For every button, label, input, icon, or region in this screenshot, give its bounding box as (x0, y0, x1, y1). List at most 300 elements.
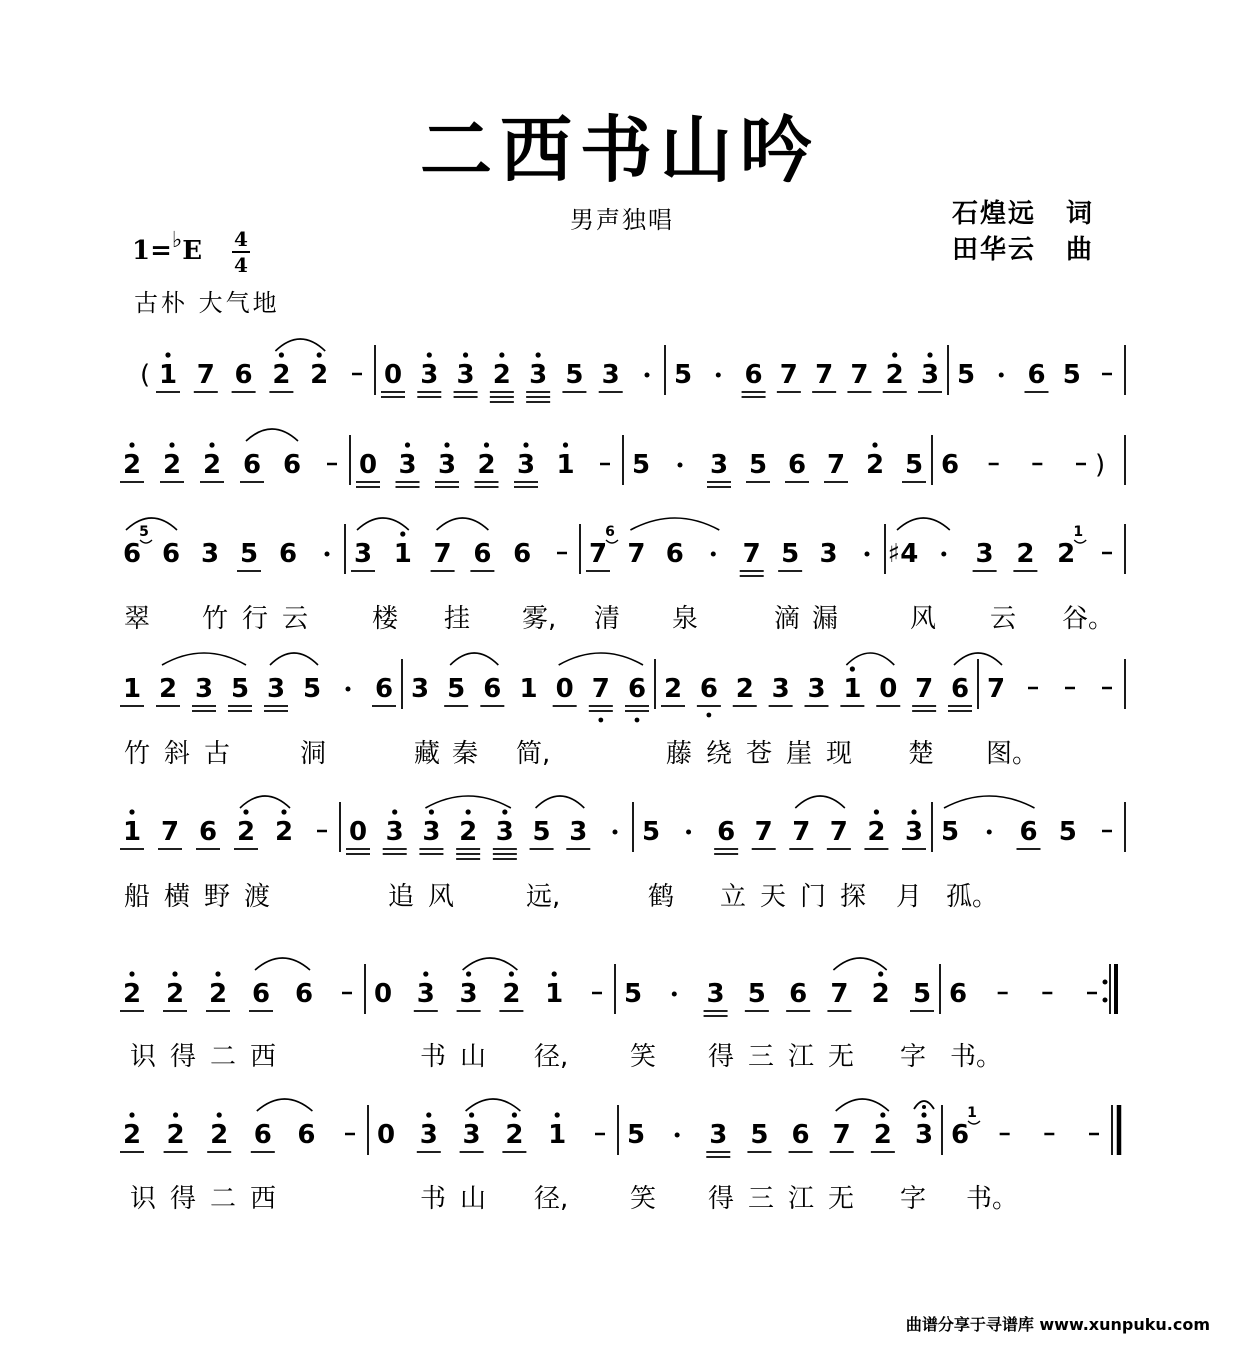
note-6: 6 (234, 360, 253, 390)
slur-arc (246, 429, 298, 441)
lyric-syllable: 翠 (124, 604, 151, 634)
note-5: 5 (956, 360, 976, 390)
open-paren: ( (140, 360, 151, 390)
note-7: 7 (815, 360, 834, 390)
lyric-syllable: 追 (388, 882, 415, 912)
lyric-syllable: 门 (800, 882, 827, 912)
lyric-syllable: 西 (250, 1042, 277, 1072)
note-6: 6 (699, 674, 718, 704)
high-octave-dot (173, 1112, 178, 1117)
lyric-syllable: 得 (708, 1184, 735, 1214)
grace-note: 5 (139, 524, 149, 540)
lyric-syllable: 藤 (666, 739, 693, 769)
time-sig-bottom: 4 (234, 253, 248, 277)
note-2: 2 (202, 450, 222, 480)
repeat-dot (1103, 980, 1108, 985)
slur-arc (846, 653, 894, 665)
note-2: 2 (158, 674, 178, 704)
high-octave-dot (129, 1112, 134, 1117)
note-3: 3 (807, 674, 826, 704)
page-title: 二西书山吟 (419, 108, 820, 192)
lyric-syllable: 孤。 (946, 882, 999, 912)
note-3: 3 (194, 674, 214, 704)
slur-arc (897, 518, 950, 530)
high-octave-dot (911, 809, 916, 814)
note-5: 5 (904, 450, 924, 480)
high-octave-dot (215, 971, 220, 976)
high-octave-dot (129, 971, 134, 976)
note-2: 2 (208, 979, 228, 1009)
note-2: 2 (663, 674, 683, 704)
lyric-syllable: 横 (164, 882, 191, 912)
note-3: 3 (709, 1120, 728, 1150)
lyric-syllable: 云 (282, 604, 309, 634)
high-octave-dot (523, 442, 528, 447)
augmentation-dot (346, 687, 351, 692)
note-7: 7 (754, 817, 773, 847)
note-5: 5 (623, 979, 643, 1009)
note-6: 6 (294, 979, 314, 1009)
lyricist-name: 石煌远 (952, 199, 1037, 229)
high-octave-dot (563, 442, 568, 447)
high-octave-dot (466, 809, 471, 814)
lyric-syllable: 云 (990, 604, 1017, 634)
note-7: 7 (627, 539, 646, 569)
note-3: 3 (459, 979, 478, 1009)
note-5: 5 (565, 360, 584, 390)
repeat-dot (1103, 998, 1108, 1003)
note-7: 7 (915, 674, 934, 704)
footer-credit: 曲谱分享于寻谱库 www.xunpuku.com (905, 1315, 1210, 1334)
tempo-marking: 古朴 大气地 (134, 289, 280, 317)
lyric-syllable: 笑 (630, 1184, 657, 1214)
note-3: 3 (462, 1120, 481, 1150)
grace-note: 1 (1073, 524, 1084, 540)
high-octave-dot (243, 809, 248, 814)
note-2: 2 (867, 817, 886, 847)
high-octave-dot (423, 971, 428, 976)
composer-name: 田华云 (952, 235, 1037, 265)
note-6: 6 (950, 1120, 970, 1150)
note-7: 7 (591, 674, 610, 704)
lyric-syllable: 书。 (966, 1184, 1019, 1214)
grace-slur (140, 540, 152, 543)
note-7: 7 (830, 979, 849, 1009)
lyric-syllable: 三 (748, 1184, 775, 1214)
slur-arc (240, 796, 290, 808)
note-3: 3 (416, 979, 435, 1009)
note-2: 2 (165, 979, 185, 1009)
high-octave-dot (878, 971, 883, 976)
high-octave-dot (509, 971, 514, 976)
high-octave-dot (921, 1112, 926, 1117)
high-octave-dot (129, 809, 134, 814)
note-7: 7 (832, 1120, 851, 1150)
note-6: 6 (242, 450, 262, 480)
note-5: 5 (532, 817, 551, 847)
high-octave-dot (536, 352, 541, 357)
augmentation-dot (645, 373, 650, 378)
note-6: 6 (665, 539, 684, 569)
note-2: 2 (236, 817, 256, 847)
note-3: 3 (420, 360, 439, 390)
grace-slur (606, 540, 618, 543)
note-2: 2 (1057, 539, 1076, 569)
augmentation-dot (865, 552, 870, 557)
note-5: 5 (748, 450, 768, 480)
augmentation-dot (711, 552, 716, 557)
slur-arc (463, 958, 518, 970)
augmentation-dot (716, 373, 721, 378)
low-octave-dot (598, 718, 603, 723)
lyric-syllable: 船 (124, 882, 151, 912)
lyric-syllable: 探 (840, 882, 867, 912)
note-2: 2 (274, 817, 294, 847)
note-3: 3 (200, 539, 220, 569)
note-6: 6 (787, 450, 807, 480)
key-note: E (182, 236, 203, 266)
note-6: 6 (940, 450, 960, 480)
note-3: 3 (569, 817, 588, 847)
lyric-syllable: 洞 (300, 739, 327, 769)
grace-slur (1074, 540, 1086, 543)
note-3: 3 (266, 674, 286, 704)
note-5: 5 (641, 817, 661, 847)
lyric-syllable: 渡 (244, 882, 271, 912)
high-octave-dot (209, 442, 214, 447)
lyric-syllable: 简, (516, 739, 551, 769)
note-5: 5 (302, 674, 322, 704)
lyric-syllable: 无 (828, 1184, 855, 1214)
lyric-syllable: 行 (242, 604, 269, 634)
lyric-syllable: 斜 (164, 739, 191, 769)
note-7: 7 (986, 674, 1006, 704)
lyric-syllable: 苍 (746, 739, 773, 769)
lyric-syllable: 立 (720, 882, 747, 912)
slur-arc (162, 653, 246, 665)
note-0: 0 (555, 674, 574, 704)
lyric-syllable: 鹤 (648, 882, 675, 912)
lyric-syllable: 绕 (706, 739, 733, 769)
high-octave-dot (502, 809, 507, 814)
note-3: 3 (353, 539, 373, 569)
high-octave-dot (427, 352, 432, 357)
note-3: 3 (398, 450, 417, 480)
note-0: 0 (358, 450, 378, 480)
high-octave-dot (429, 809, 434, 814)
note-3: 3 (422, 817, 441, 847)
high-octave-dot (463, 352, 468, 357)
high-octave-dot (927, 352, 932, 357)
high-octave-dot (279, 352, 284, 357)
note-2: 2 (873, 1120, 892, 1150)
note-1: 1 (556, 450, 575, 480)
note-3: 3 (410, 674, 430, 704)
augmentation-dot (686, 830, 691, 835)
note-2: 2 (272, 360, 291, 390)
lyric-syllable: 现 (826, 739, 853, 769)
note-2: 2 (162, 450, 182, 480)
note-6: 6 (791, 1120, 810, 1150)
note-5: 5 (1062, 360, 1081, 390)
lyric-syllable: 雾, (522, 604, 557, 634)
note-6: 6 (1027, 360, 1046, 390)
note-5: 5 (447, 674, 466, 704)
note-3: 3 (819, 539, 838, 569)
note-6: 6 (198, 817, 218, 847)
note-7: 7 (792, 817, 811, 847)
note-3: 3 (419, 1120, 438, 1150)
lyric-syllable: 竹 (124, 739, 151, 769)
lyric-syllable: 清 (594, 604, 621, 634)
slur-arc (275, 339, 325, 351)
lyric-syllable: 二 (210, 1042, 237, 1072)
lyric-syllable: 远, (526, 882, 561, 912)
note-2: 2 (502, 979, 521, 1009)
slur-arc (836, 1099, 889, 1111)
note-2: 2 (122, 450, 142, 480)
note-3: 3 (904, 817, 924, 847)
lyric-syllable: 楼 (372, 604, 399, 634)
note-2: 2 (210, 1120, 229, 1150)
lyric-syllable: 三 (748, 1042, 775, 1072)
grace-note: 6 (605, 524, 615, 540)
note-5: 5 (781, 539, 800, 569)
slur-arc (466, 1099, 521, 1111)
note-6: 6 (297, 1120, 316, 1150)
note-3: 3 (385, 817, 404, 847)
note-5: 5 (940, 817, 960, 847)
note-0: 0 (348, 817, 368, 847)
lyric-syllable: 谷。 (1062, 604, 1115, 634)
note-2: 2 (122, 979, 142, 1009)
note-6: 6 (789, 979, 808, 1009)
note-3: 3 (771, 674, 790, 704)
note-2: 2 (1016, 539, 1035, 569)
lyric-syllable: 径, (534, 1042, 569, 1072)
high-octave-dot (169, 442, 174, 447)
note-3: 3 (437, 450, 457, 480)
note-6: 6 (1019, 817, 1038, 847)
note-0: 0 (373, 979, 393, 1009)
augmentation-dot (999, 373, 1004, 378)
lyric-syllable: 图。 (986, 739, 1039, 769)
augmentation-dot (613, 830, 618, 835)
lyric-syllable: 书 (420, 1184, 447, 1214)
note-2: 2 (310, 360, 329, 390)
augmentation-dot (675, 1133, 680, 1138)
note-6: 6 (950, 674, 970, 704)
lyric-syllable: 得 (170, 1184, 197, 1214)
note-2: 2 (885, 360, 904, 390)
note-7: 7 (433, 539, 452, 569)
note-2: 2 (735, 674, 754, 704)
note-5: 5 (1058, 817, 1077, 847)
augmentation-dot (987, 830, 992, 835)
slur-arc (450, 653, 498, 665)
lyric-syllable: 字 (900, 1042, 927, 1072)
slur-arc (630, 518, 719, 530)
lyric-syllable: 笑 (630, 1042, 657, 1072)
high-octave-dot (892, 352, 897, 357)
note-7: 7 (588, 539, 608, 569)
high-octave-dot (880, 1112, 885, 1117)
lyric-syllable: 识 (130, 1184, 157, 1214)
note-2: 2 (865, 450, 885, 480)
note-5: 5 (239, 539, 259, 569)
note-3: 3 (495, 817, 514, 847)
note-5: 5 (750, 1120, 769, 1150)
note-3: 3 (709, 450, 729, 480)
high-octave-dot (444, 442, 449, 447)
note-0: 0 (879, 674, 898, 704)
high-octave-dot (129, 442, 134, 447)
lyric-syllable: 秦 (452, 739, 479, 769)
lyric-syllable: 无 (828, 1042, 855, 1072)
augmentation-dot (325, 552, 330, 557)
slur-arc (357, 518, 409, 530)
lyric-syllable: 西 (250, 1184, 277, 1214)
note-1: 1 (122, 817, 142, 847)
lyric-syllable: 竹 (202, 604, 229, 634)
note-♯4: ♯4 (887, 539, 919, 569)
note-1: 1 (843, 674, 862, 704)
slur-arc (257, 1099, 313, 1111)
note-2: 2 (505, 1120, 524, 1150)
high-octave-dot (466, 971, 471, 976)
note-3: 3 (601, 360, 620, 390)
lyric-syllable: 径, (534, 1184, 569, 1214)
lyric-syllable: 得 (708, 1042, 735, 1072)
note-1: 1 (519, 674, 538, 704)
note-6: 6 (282, 450, 302, 480)
note-6: 6 (513, 539, 532, 569)
augmentation-dot (678, 463, 683, 468)
high-octave-dot (317, 352, 322, 357)
slur-arc (270, 653, 318, 665)
note-2: 2 (492, 360, 511, 390)
high-octave-dot (499, 352, 504, 357)
note-6: 6 (473, 539, 492, 569)
note-3: 3 (456, 360, 475, 390)
high-octave-dot (392, 809, 397, 814)
note-2: 2 (477, 450, 496, 480)
high-octave-dot (426, 1112, 431, 1117)
high-octave-dot (512, 1112, 517, 1117)
high-octave-dot (552, 971, 557, 976)
grace-note: 1 (967, 1105, 977, 1121)
slur-arc (126, 518, 177, 530)
low-octave-dot (635, 718, 640, 723)
fermata-dot (922, 1105, 926, 1109)
slur-arc (536, 796, 585, 808)
augmentation-dot (672, 992, 677, 997)
note-1: 1 (393, 539, 412, 569)
note-3: 3 (975, 539, 994, 569)
lyric-syllable: 山 (460, 1042, 487, 1072)
high-octave-dot (217, 1112, 222, 1117)
slur-arc (255, 958, 310, 970)
note-1: 1 (548, 1120, 567, 1150)
note-6: 6 (483, 674, 502, 704)
lyric-syllable: 风 (910, 604, 937, 634)
note-6: 6 (278, 539, 298, 569)
note-3: 3 (914, 1120, 934, 1150)
note-2: 2 (871, 979, 890, 1009)
note-7: 7 (742, 539, 761, 569)
slur-arc (437, 518, 489, 530)
note-7: 7 (196, 360, 215, 390)
key-prefix: 1= (132, 236, 172, 266)
note-3: 3 (529, 360, 548, 390)
note-7: 7 (850, 360, 869, 390)
high-octave-dot (874, 809, 879, 814)
note-5: 5 (230, 674, 250, 704)
high-octave-dot (469, 1112, 474, 1117)
note-5: 5 (673, 360, 693, 390)
note-7: 7 (826, 450, 846, 480)
lyric-syllable: 滴 (774, 604, 801, 634)
note-6: 6 (717, 817, 736, 847)
note-2: 2 (122, 1120, 142, 1150)
note-5: 5 (631, 450, 651, 480)
high-octave-dot (165, 352, 170, 357)
note-7: 7 (829, 817, 848, 847)
high-octave-dot (850, 666, 855, 671)
lyric-syllable: 江 (788, 1042, 815, 1072)
low-octave-dot (706, 713, 711, 718)
note-6: 6 (744, 360, 763, 390)
lyric-syllable: 字 (900, 1184, 927, 1214)
note-2: 2 (166, 1120, 185, 1150)
close-paren: ) (1095, 450, 1106, 480)
flat-icon: ♭ (171, 227, 183, 253)
lyric-syllable: 古 (204, 739, 231, 769)
high-octave-dot (484, 442, 489, 447)
lyric-syllable: 月 (896, 882, 923, 912)
lyric-syllable: 二 (210, 1184, 237, 1214)
note-6: 6 (374, 674, 394, 704)
note-6: 6 (627, 674, 647, 704)
note-0: 0 (383, 360, 403, 390)
note-0: 0 (376, 1120, 396, 1150)
lyric-syllable: 书。 (950, 1042, 1003, 1072)
high-octave-dot (281, 809, 286, 814)
lyric-syllable: 书 (420, 1042, 447, 1072)
lyric-syllable: 藏 (414, 739, 441, 769)
lyric-syllable: 漏 (812, 604, 839, 634)
high-octave-dot (872, 442, 877, 447)
lyric-syllable: 挂 (444, 604, 471, 634)
performance-type: 男声独唱 (570, 206, 674, 234)
slur-arc (559, 653, 643, 665)
lyric-syllable: 风 (428, 882, 455, 912)
slur-arc (795, 796, 845, 808)
lyric-syllable: 得 (170, 1042, 197, 1072)
note-7: 7 (160, 817, 180, 847)
note-5: 5 (626, 1120, 646, 1150)
time-sig-top: 4 (234, 227, 248, 251)
high-octave-dot (555, 1112, 560, 1117)
high-octave-dot (172, 971, 177, 976)
note-6: 6 (948, 979, 968, 1009)
slur-arc (425, 796, 510, 808)
note-6: 6 (253, 1120, 272, 1150)
lyric-syllable: 天 (760, 882, 787, 912)
lyric-syllable: 江 (788, 1184, 815, 1214)
lyric-syllable: 野 (204, 882, 231, 912)
note-3: 3 (706, 979, 725, 1009)
